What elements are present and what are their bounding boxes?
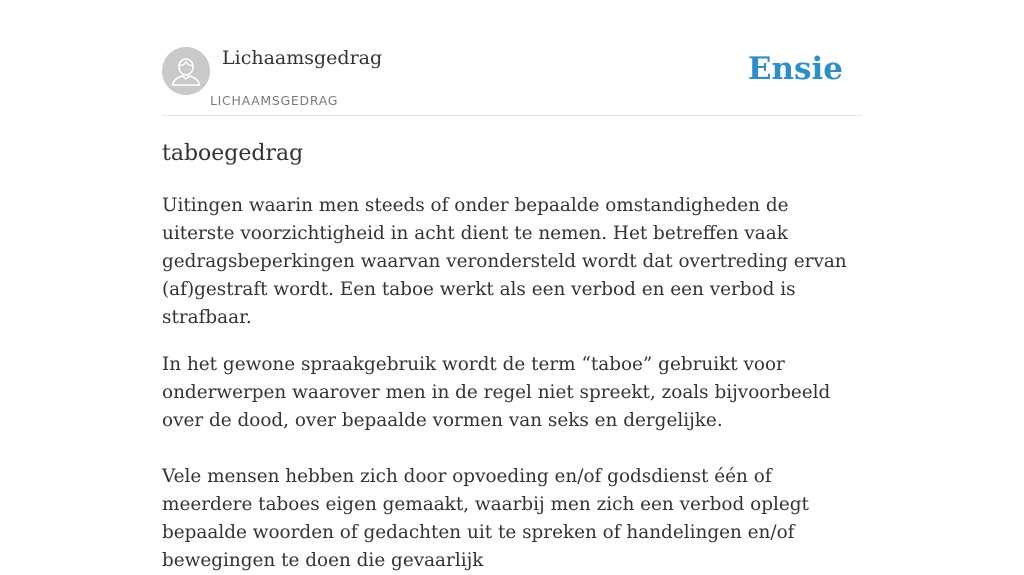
article-paragraph-3: Vele mensen hebben zich door opvoeding en/of godsdienst één of meerdere taboes eigen gemaakt, waarbij men zich een verbod oplegt bepaalde woorden of gedachten uit te spreken of handelingen en/of bewegingen te doen die gevaarlijk [162,466,809,571]
page-title: taboegedrag [162,141,304,166]
category-label[interactable]: LICHAAMSGEDRAG [210,93,339,108]
article-paragraph-2: In het gewone spraakgebruik wordt de term “taboe” gebruikt voor onderwerpen waarover men in de regel niet spreekt, zoals bijvoorbeeld over de dood, over bepaalde vormen van seks en dergelijke. [162,354,831,431]
header [162,0,862,116]
author-name[interactable]: Lichaamsgedrag [222,47,383,69]
page [162,0,862,571]
avatar[interactable] [162,47,210,95]
brand-logo[interactable]: Ensie [747,51,843,87]
article-paragraph-1: Uitingen waarin men steeds of onder bepaalde omstandigheden de uiterste voorzichtigheid in acht dient te nemen. Het betreffen vaak gedragsbeperkingen waarvan verondersteld wordt dat overtreding ervan (af)gestraft wordt. Een taboe werkt als een verbod en een verbod is strafbaar. [162,195,847,328]
user-silhouette-icon [162,47,210,95]
article-body [162,192,862,575]
